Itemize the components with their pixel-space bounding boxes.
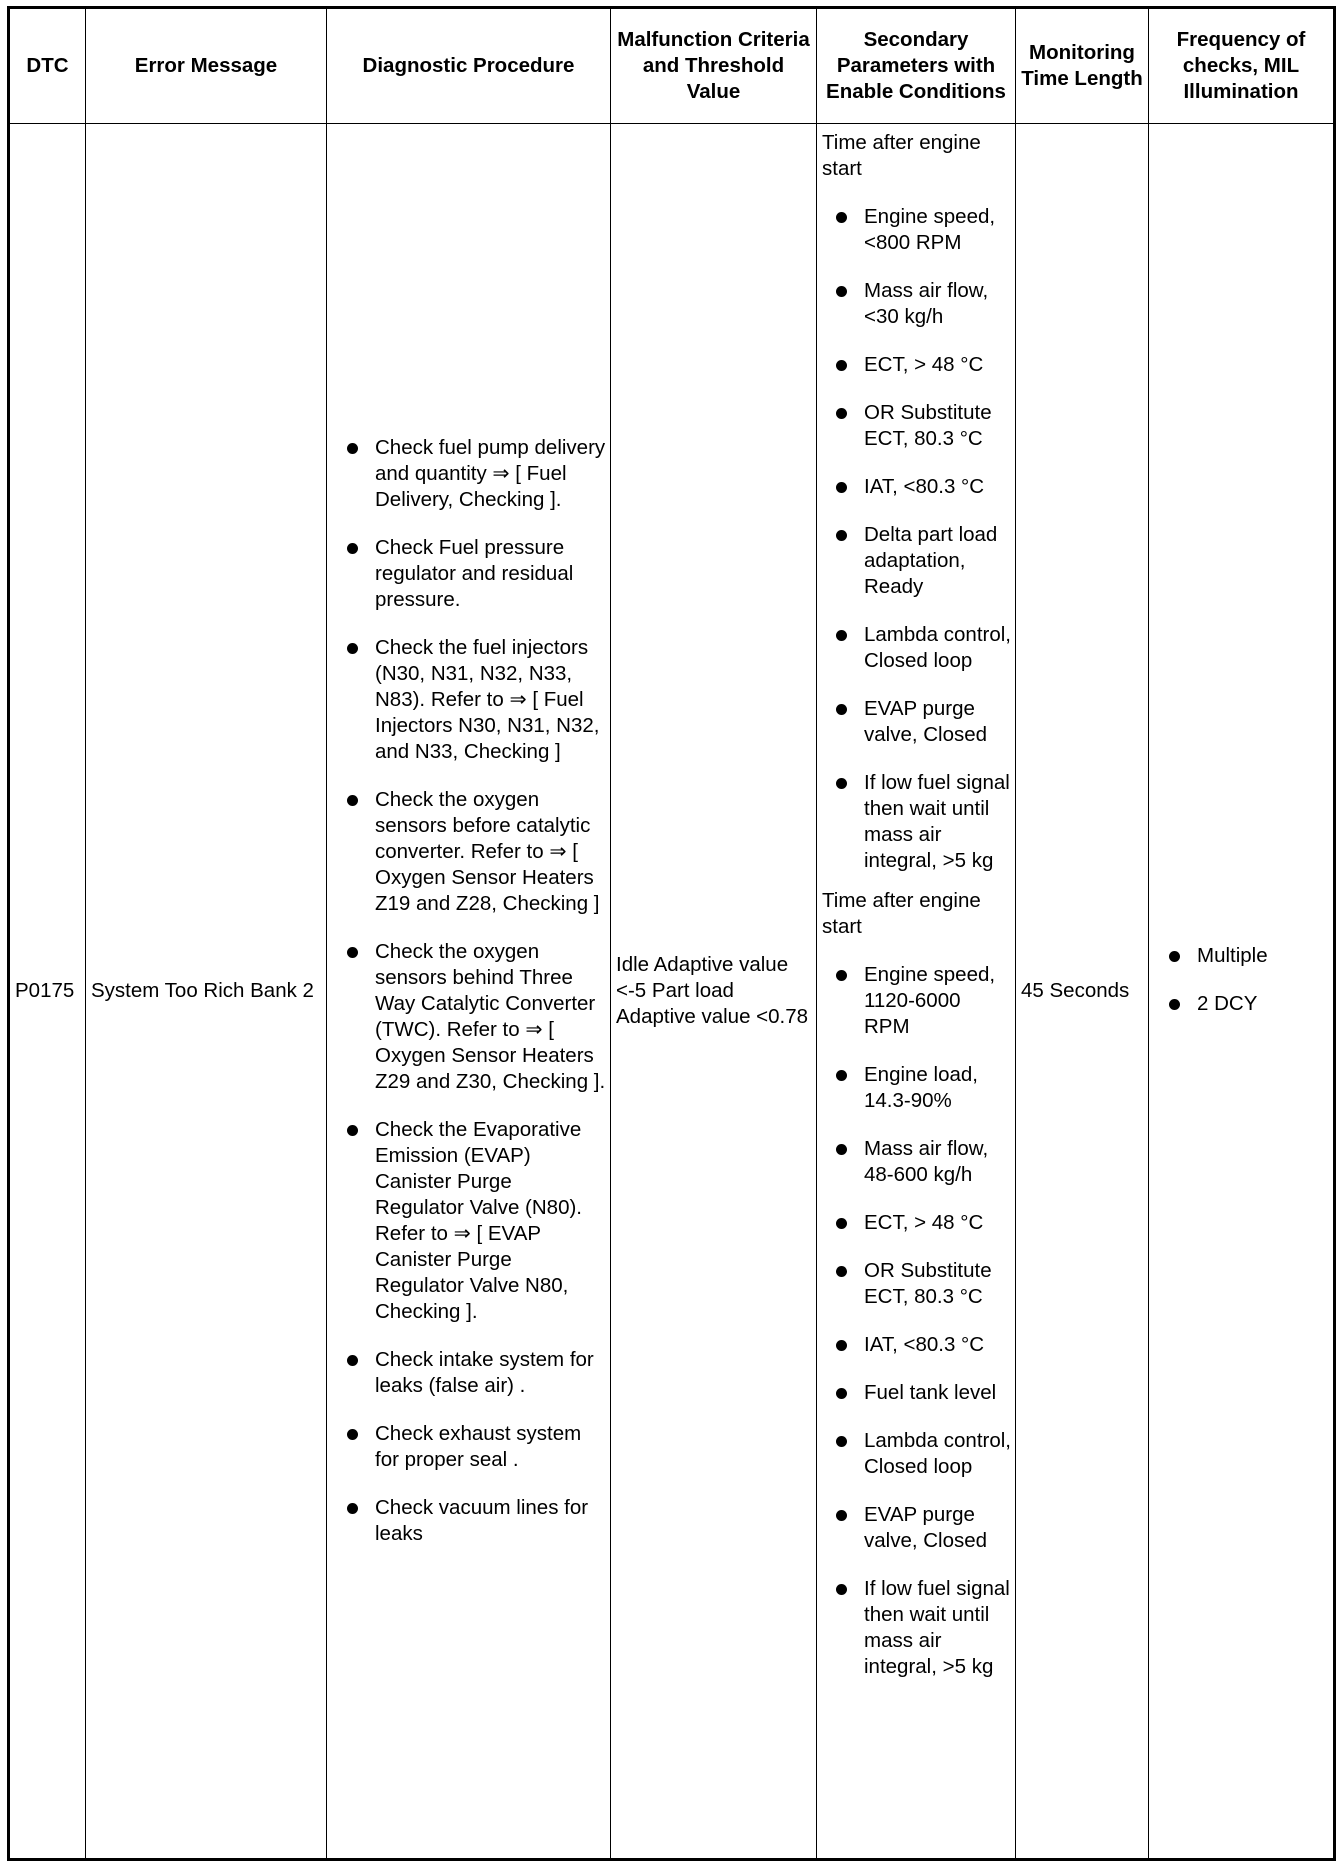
header-row [9, 8, 1335, 124]
bullet-icon [347, 1429, 358, 1440]
parameter-text: Mass air flow, <30 kg/h [864, 279, 989, 328]
parameter-text: Engine speed, <800 RPM [864, 205, 996, 254]
list-item [864, 522, 1011, 600]
frequency-cell [1149, 124, 1335, 1860]
parameter-text: If low fuel signal then wait until mass air integral, >5 kg [864, 771, 1010, 872]
bullet-icon [836, 970, 847, 981]
dtc-table [7, 6, 1336, 1861]
bullet-icon [836, 1218, 847, 1229]
bullet-icon [347, 1355, 358, 1366]
list-item [864, 278, 1011, 330]
frequency-list [1149, 943, 1333, 1017]
list-item [375, 1347, 606, 1399]
bullet-icon [836, 360, 847, 371]
procedure-text: Check vacuum lines for leaks [375, 1496, 589, 1545]
error-message-cell [86, 124, 327, 1860]
list-item [864, 1258, 1011, 1310]
list-item [1197, 943, 1329, 969]
secondary-parameters-cell [817, 124, 1016, 1860]
dtc-cell [9, 124, 86, 1860]
bullet-icon [836, 1388, 847, 1399]
error-message: System Too Rich Bank 2 [91, 979, 314, 1002]
bullet-icon [836, 630, 847, 641]
parameter-text: ECT, > 48 °C [864, 353, 984, 376]
list-item [864, 770, 1011, 874]
procedure-text: Check the fuel injectors (N30, N31, N32, N33, N83). Refer to ⇒ [ Fuel Injectors N30, N31, N32, and N33, Checking ] [375, 636, 600, 763]
procedure-list [327, 435, 610, 1547]
parameter-text: Engine load, 14.3-90% [864, 1063, 978, 1112]
list-item [864, 1502, 1011, 1554]
list-item [864, 1210, 1011, 1236]
list-item [864, 1576, 1011, 1680]
header-malfunction-criteria: Malfunction Criteria and Threshold Value [611, 8, 817, 124]
bullet-icon [836, 1436, 847, 1447]
list-item [864, 1136, 1011, 1188]
malfunction-criteria: Idle Adaptive value <-5 Part load Adaptive value <0.78 [616, 953, 809, 1028]
bullet-icon [836, 482, 847, 493]
bullet-icon [836, 286, 847, 297]
parameter-text: IAT, <80.3 °C [864, 475, 985, 498]
bullet-icon [347, 543, 358, 554]
header-monitoring-time: Monitoring Time Length [1016, 8, 1149, 124]
parameter-text: OR Substitute ECT, 80.3 °C [864, 401, 992, 450]
bullet-icon [836, 1144, 847, 1155]
parameter-text: Fuel tank level [864, 1381, 997, 1404]
parameter-text: EVAP purge valve, Closed [864, 697, 988, 746]
list-item [375, 1117, 606, 1325]
parameter-text: Lambda control, Closed loop [864, 1429, 1012, 1478]
malfunction-criteria-cell [611, 124, 817, 1860]
parameter-text: Lambda control, Closed loop [864, 623, 1012, 672]
parameter-text: Mass air flow, 48-600 kg/h [864, 1137, 989, 1186]
monitoring-time-cell [1016, 124, 1149, 1860]
procedure-text: Check the oxygen sensors behind Three Way Catalytic Converter (TWC). Refer to ⇒ [ Oxygen Sensor Heaters Z29 and Z30, Checking ]. [375, 940, 606, 1093]
list-item [864, 622, 1011, 674]
parameter-text: IAT, <80.3 °C [864, 1333, 985, 1356]
frequency-text: Multiple [1197, 944, 1268, 967]
list-item [864, 1332, 1011, 1358]
frequency-text: 2 DCY [1197, 992, 1258, 1015]
list-item [864, 474, 1011, 500]
parameter-text: ECT, > 48 °C [864, 1211, 984, 1234]
bullet-icon [836, 1070, 847, 1081]
parameter-text: Engine speed, 1120-6000 RPM [864, 963, 996, 1038]
procedure-text: Check exhaust system for proper seal . [375, 1422, 582, 1471]
procedure-text: Check fuel pump delivery and quantity ⇒ [ Fuel Delivery, Checking ]. [375, 436, 606, 511]
secondary-group-list [817, 962, 1015, 1680]
bullet-icon [836, 212, 847, 223]
bullet-icon [347, 795, 358, 806]
bullet-icon [836, 778, 847, 789]
table-row [9, 124, 1335, 1860]
bullet-icon [347, 1503, 358, 1514]
secondary-group-title: Time after engine start [822, 889, 981, 938]
bullet-icon [836, 408, 847, 419]
bullet-icon [347, 643, 358, 654]
list-item [375, 435, 606, 513]
list-item [375, 635, 606, 765]
parameter-text: EVAP purge valve, Closed [864, 1503, 988, 1552]
list-item [375, 787, 606, 917]
diagnostic-procedure-cell [327, 124, 611, 1860]
bullet-icon [347, 443, 358, 454]
bullet-icon [836, 704, 847, 715]
bullet-icon [836, 1510, 847, 1521]
parameter-text: OR Substitute ECT, 80.3 °C [864, 1259, 992, 1308]
bullet-icon [836, 1340, 847, 1351]
dtc-code: P0175 [15, 979, 75, 1002]
list-item [864, 696, 1011, 748]
list-item [864, 400, 1011, 452]
bullet-icon [836, 530, 847, 541]
parameter-text: Delta part load adaptation, Ready [864, 523, 998, 598]
bullet-icon [1169, 951, 1180, 962]
list-item [864, 204, 1011, 256]
procedure-text: Check intake system for leaks (false air) . [375, 1348, 594, 1397]
procedure-text: Check Fuel pressure regulator and residual pressure. [375, 536, 574, 611]
bullet-icon [1169, 999, 1180, 1010]
parameter-text: If low fuel signal then wait until mass air integral, >5 kg [864, 1577, 1010, 1678]
bullet-icon [836, 1266, 847, 1277]
header-frequency: Frequency of checks, MIL Illumination [1149, 8, 1335, 124]
procedure-text: Check the Evaporative Emission (EVAP) Canister Purge Regulator Valve (N80). Refer to ⇒ [ EVAP Canister Purge Regulator Valve N80, Checking ]. [375, 1118, 582, 1323]
list-item [864, 1428, 1011, 1480]
list-item [375, 939, 606, 1095]
secondary-group-title: Time after engine start [822, 131, 981, 180]
list-item [864, 1380, 1011, 1406]
header-error-message: Error Message [86, 8, 327, 124]
header-secondary-parameters: Secondary Parameters with Enable Conditions [817, 8, 1016, 124]
bullet-icon [836, 1584, 847, 1595]
list-item [375, 1421, 606, 1473]
header-dtc: DTC [9, 8, 86, 124]
procedure-text: Check the oxygen sensors before catalytic converter. Refer to ⇒ [ Oxygen Sensor Heaters Z19 and Z28, Checking ] [375, 788, 600, 915]
list-item [375, 535, 606, 613]
secondary-group-list [817, 204, 1015, 874]
list-item [1197, 991, 1329, 1017]
bullet-icon [347, 1125, 358, 1136]
monitoring-time: 45 Seconds [1021, 979, 1130, 1002]
list-item [375, 1495, 606, 1547]
list-item [864, 1062, 1011, 1114]
list-item [864, 962, 1011, 1040]
header-diagnostic-procedure: Diagnostic Procedure [327, 8, 611, 124]
bullet-icon [347, 947, 358, 958]
list-item [864, 352, 1011, 378]
